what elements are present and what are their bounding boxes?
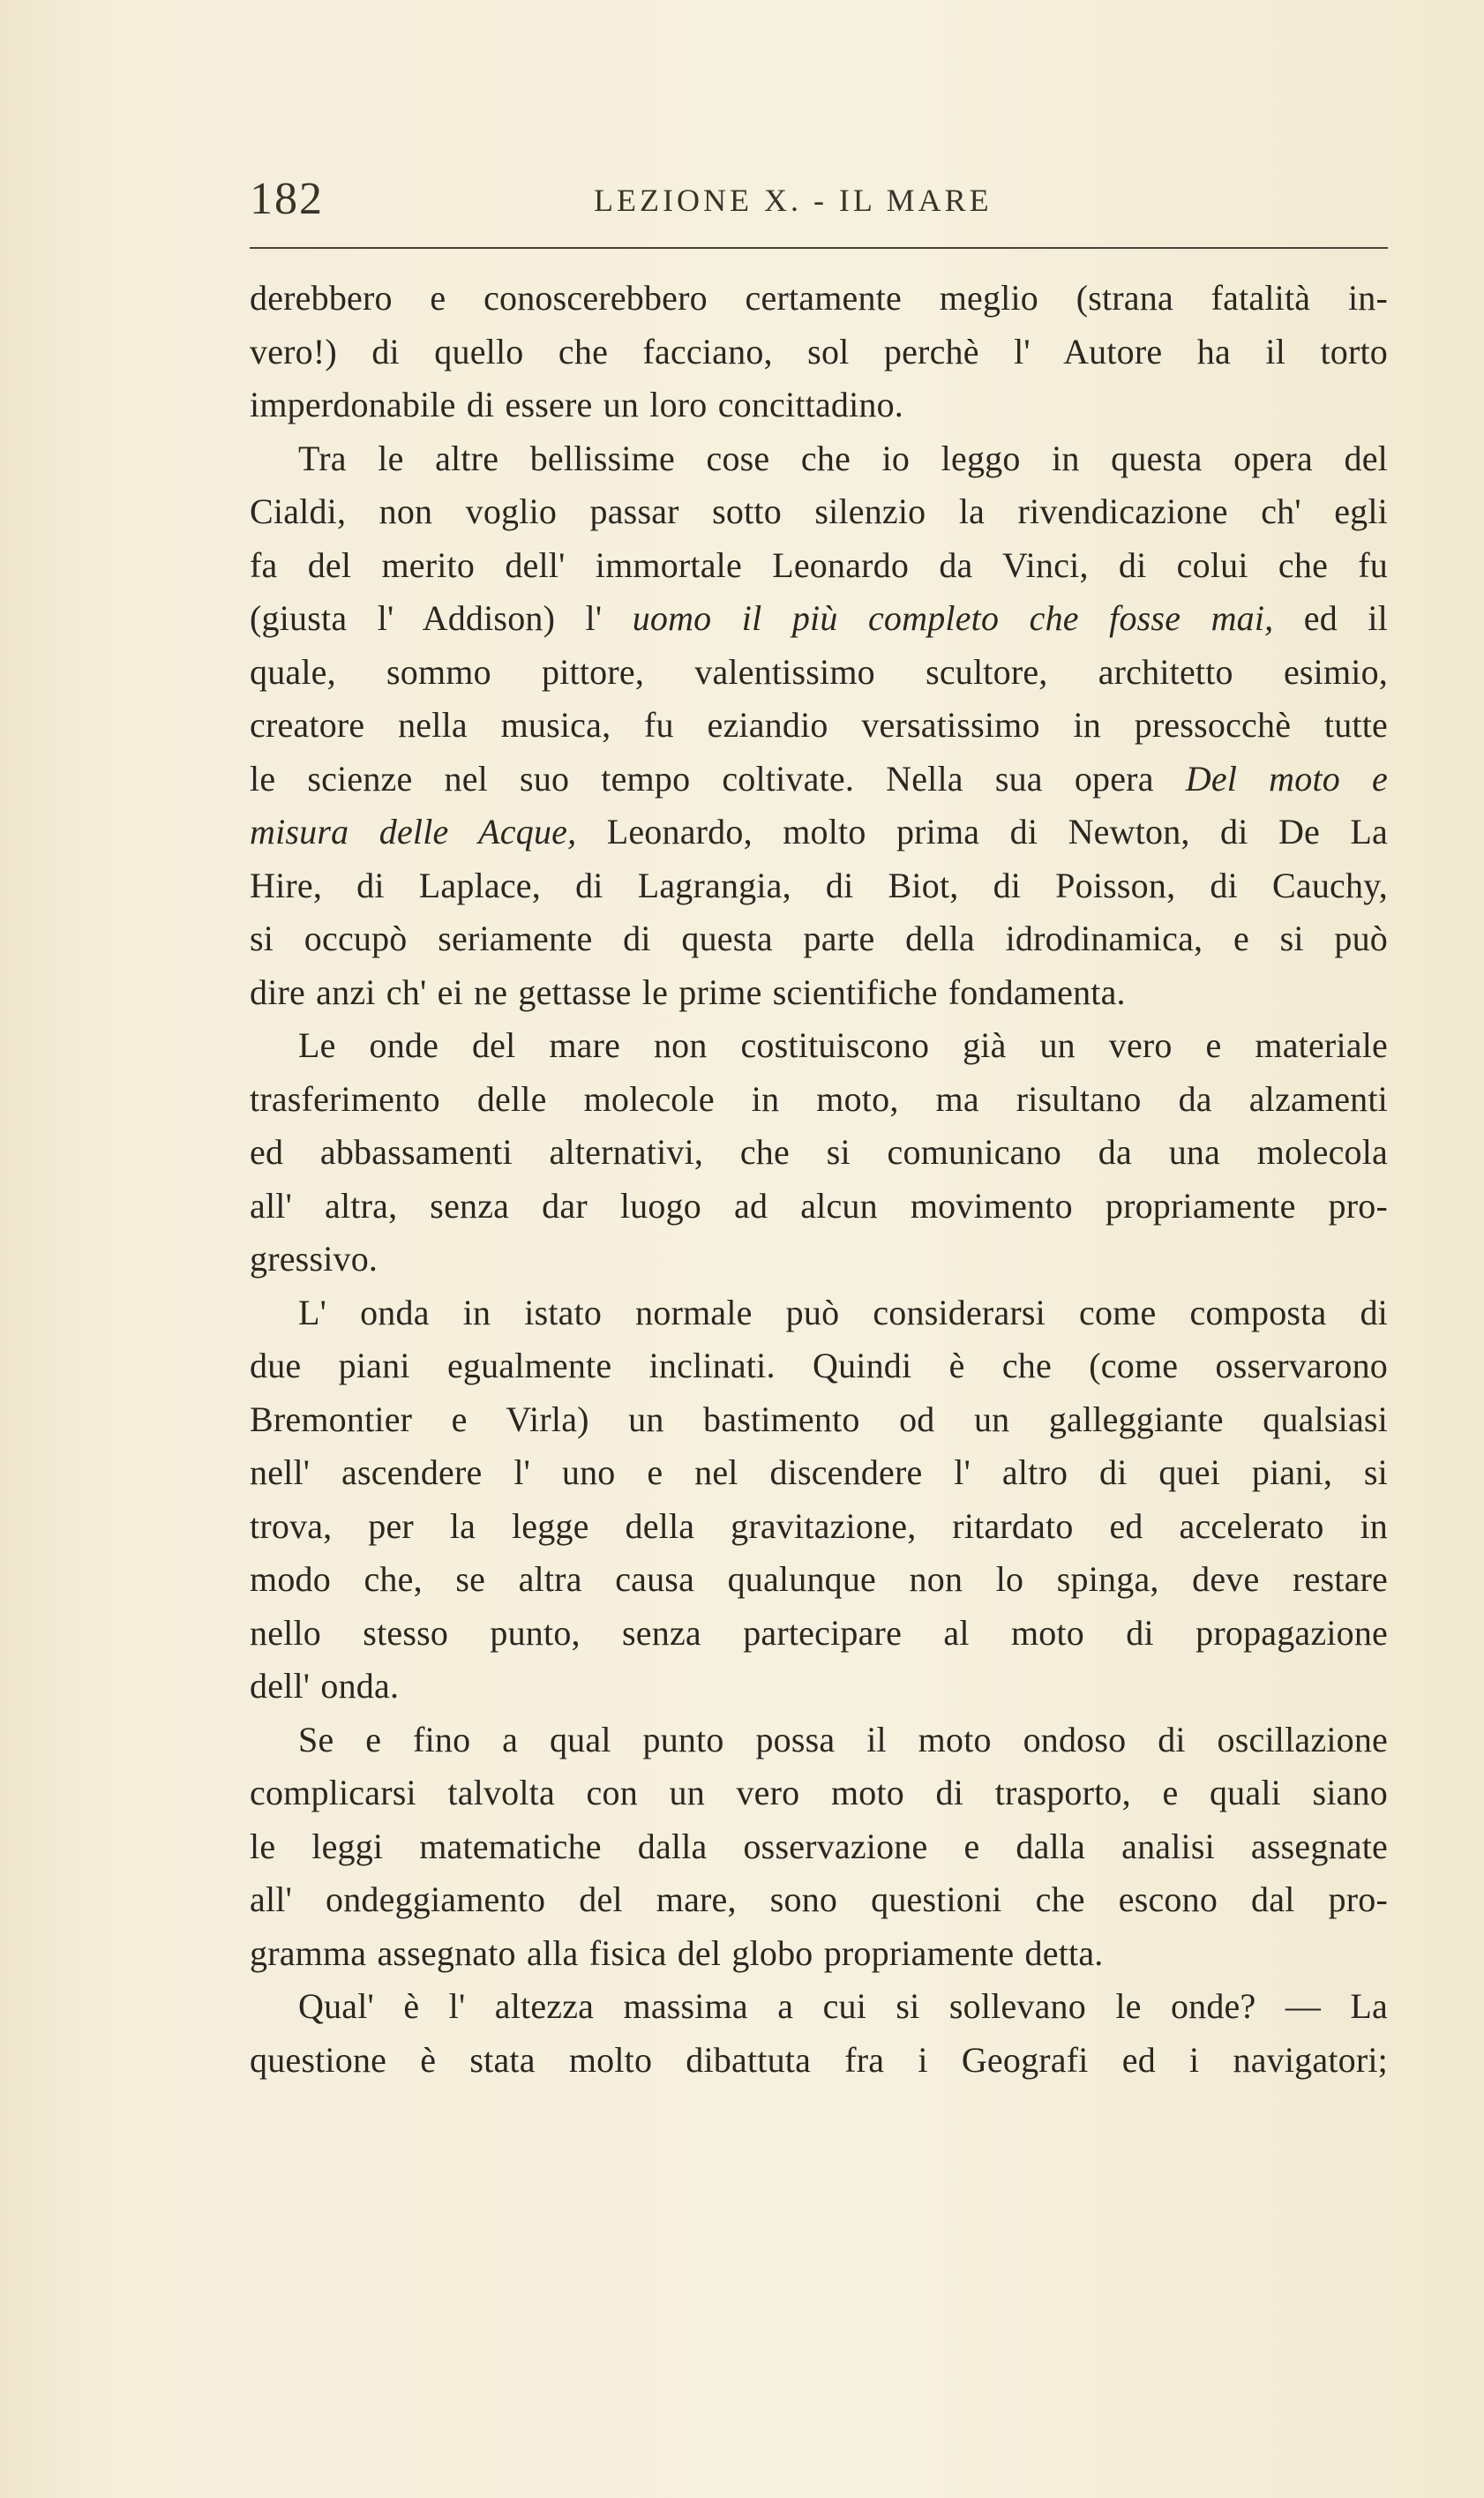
text-segment: (giusta l' Addison) l' [250,598,633,638]
text-line: dire anzi ch' ei ne gettasse le prime scientifiche fondamenta. [250,971,1126,1012]
text-line: fa del merito dell' immortale Leonardo da Vinci, di colui che fu [250,544,1388,585]
text-line [250,806,1388,859]
text-line: gramma assegnato alla fisica del globo propriamente detta. [250,1932,1104,1973]
italic-title: uomo il più completo che fosse mai, [632,598,1274,638]
text-line [250,753,1388,806]
text-line: all' ondeggiamento del mare, sono questioni che escono dal pro- [250,1879,1388,1919]
text-line: ed abbassamenti alternativi, che si comunicano da una molecola [250,1132,1388,1172]
text-line: creatore nella musica, fu eziandio versatissimo in pressocchè tutte [250,705,1388,745]
text-line: complicarsi talvolta con un vero moto di trasporto, e quali siano [250,1773,1388,1812]
text-line: Hire, di Laplace, di Lagrangia, di Biot, di Poisson, di Cauchy, [250,865,1388,905]
text-line: Bremontier e Virla) un bastimento od un galleggiante qualsiasi [250,1399,1388,1439]
text-line: le leggi matematiche dalla osservazione e dalla analisi assegnate [250,1826,1388,1866]
text-segment: Leonardo, molto prima di Newton, di De La [576,812,1388,851]
text-line: nello stesso punto, senza partecipare al moto di propagazione [250,1612,1388,1653]
italic-title: misura delle Acque, [250,812,577,851]
header-rule [250,247,1388,249]
text-line: Se e fino a qual punto possa il moto ondoso di oscillazione [298,1719,1388,1759]
text-line [250,592,1388,646]
text-line: vero!) di quello che facciano, sol perchè l' Autore ha il torto [250,331,1388,371]
text-line: Qual' è l' altezza massima a cui si sollevano le onde? — La [298,1986,1388,2026]
text-line: quale, sommo pittore, valentissimo scultore, architetto esimio, [250,651,1388,692]
text-line: modo che, se altra causa qualunque non lo spinga, deve restare [250,1559,1388,1599]
text-line: derebbero e conoscerebbero certamente meglio (strana fatalità in- [250,278,1388,318]
body-text [250,272,1388,2087]
running-title: LEZIONE X. - IL MARE [594,183,993,218]
text-line: trova, per la legge della gravitazione, ritardato ed accelerato in [250,1505,1388,1546]
page-number: 182 [250,174,324,224]
text-line: nell' ascendere l' uno e nel discendere l' altro di quei piani, si [250,1452,1388,1492]
text-line: Cialdi, non voglio passar sotto silenzio la rivendicazione ch' egli [250,491,1388,531]
text-line: due piani egualmente inclinati. Quindi è che (come osservarono [250,1346,1388,1385]
text-line: all' altra, senza dar luogo ad alcun movimento propriamente pro- [250,1185,1388,1226]
italic-title: Del moto e [1185,758,1388,799]
text-line: gressivo. [250,1239,378,1279]
text-line: questione è stata molto dibattuta fra i Geografi ed i navigatori; [250,2039,1388,2080]
text-segment: ed il [1273,598,1388,638]
text-line: trasferimento delle molecole in moto, ma risultano da alzamenti [250,1078,1388,1119]
page-header [250,173,1388,235]
text-line: imperdonabile di essere un loro concittadino. [250,385,904,424]
text-line: si occupò seriamente di questa parte della idrodinamica, e si può [250,919,1388,958]
text-line: dell' onda. [250,1666,400,1706]
text-segment: le scienze nel suo tempo coltivate. Nella sua opera [250,758,1186,799]
text-line: Tra le altre bellissime cose che io leggo in questa opera del [298,438,1388,478]
text-line: Le onde del mare non costituiscono già un vero e materiale [298,1025,1388,1065]
text-line: L' onda in istato normale può considerarsi come composta di [298,1292,1388,1332]
